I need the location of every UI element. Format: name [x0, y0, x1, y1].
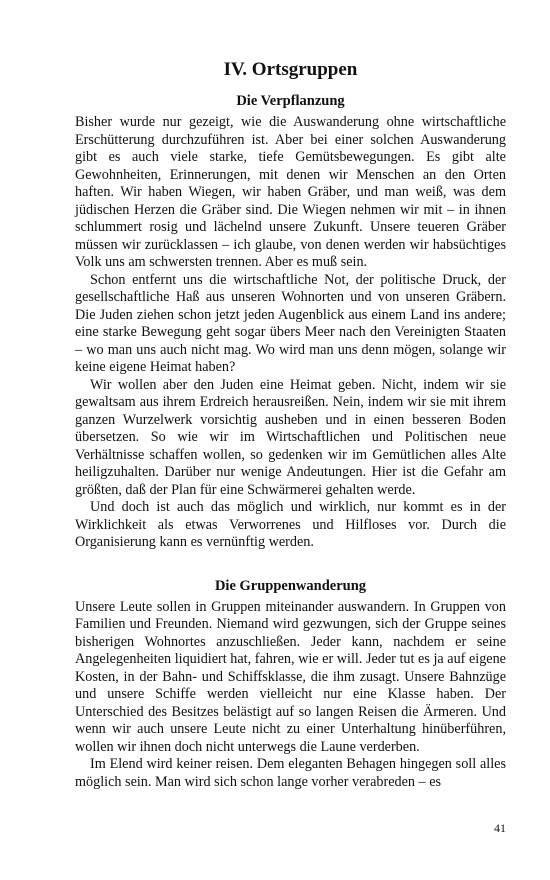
page-number: 41 [494, 821, 506, 835]
chapter-title: IV. Ortsgruppen [223, 59, 358, 80]
paragraph: Im Elend wird keiner reisen. Dem eleganten Behagen hingegen soll alles möglich sein. Man wird sich schon lange vorher verabreden – es [75, 756, 506, 790]
section-title: Die Verpflanzung [236, 93, 345, 109]
paragraph: Und doch ist auch das möglich und wirklich, nur kommt es in der Wirklichkeit als etwas Verworrenes und Hilfloses vor. Durch die Organisierung kann es vernünftig werden. [75, 499, 506, 550]
section-gruppenwanderung [75, 576, 506, 792]
paragraph: Bisher wurde nur gezeigt, wie die Auswanderung ohne wirtschaftliche Erschütterung durchzuführen ist. Aber bei einer solchen Auswanderung gibt es auch viele starke, tiefe Gemütsbewegungen. Es gibt alte Gewohnheiten, Erinnerungen, mit denen wir Menschen an den Orten haften. Wir haben Wiegen, wir haben Gräber, und man weiß, was dem jüdischen Herzen die Gräber sind. Die Wiegen nehmen wir mit – in ihnen schlummert rosig und lächelnd unsere Zukunft. Unsere teueren Gräber müssen wir zurücklassen – ich glaube, von denen werden wir habsüchtiges Volk uns am schwersten trennen. Aber es muß sein. [75, 114, 506, 270]
section-verpflanzung [75, 91, 506, 552]
paragraph: Schon entfernt uns die wirtschaftliche Not, der politische Druck, der gesellschaftliche Haß aus unseren Wohnorten und von unseren Gräbern. Die Juden ziehen schon jetzt jeden Augenblick aus einem Land ins andere; eine starke Bewegung geht sogar übers Meer nach den Vereinigten Staaten – wo man uns auch nicht mag. Wo wird man uns denn mögen, solange wir keine eigene Heimat haben? [75, 271, 506, 375]
section-title: Die Gruppenwanderung [214, 577, 367, 594]
paragraph: Wir wollen aber den Juden eine Heimat geben. Nicht, indem wir sie gewaltsam aus ihrem Erdreich herausreißen. Nein, indem wir sie mit ihrem ganzen Wurzelwerk vorsichtig ausheben und in einen besseren Boden übersetzen. So wie wir im Wirtschaftlichen und Politischen neue Verhältnisse schaffen wollen, so gedenken wir im Gemütlichen alles Alte heiligzuhalten. Darüber nur wenige Andeutungen. Hier ist die Gefahr am größten, daß der Plan für eine Schwärmerei gehalten werde. [75, 376, 506, 498]
paragraph: Unsere Leute sollen in Gruppen miteinander auswandern. In Gruppen von Familien und Freunden. Niemand wird gezwungen, sich der Gruppe seines bisherigen Wohnortes anzuschließen. Jeder kann, nachdem er seine Angelegenheiten liquidiert hat, fahren, wie er will. Jeder tut es ja auf eigene Kosten, in der Bahn- und Schiffsklasse, die ihm zusagt. Unsere Bahnzüge und unsere Schiffe werden vielleicht nur eine Klasse haben. Der Unterschied des Besitzes belästigt auf so langen Reisen die Ärmeren. Und wenn wir auch unsere Leute nicht zu einer Unterhaltung hinüberführen, wollen wir ihnen doch nicht unterwegs die Laune verderben. [75, 598, 506, 755]
page-body [75, 58, 506, 791]
